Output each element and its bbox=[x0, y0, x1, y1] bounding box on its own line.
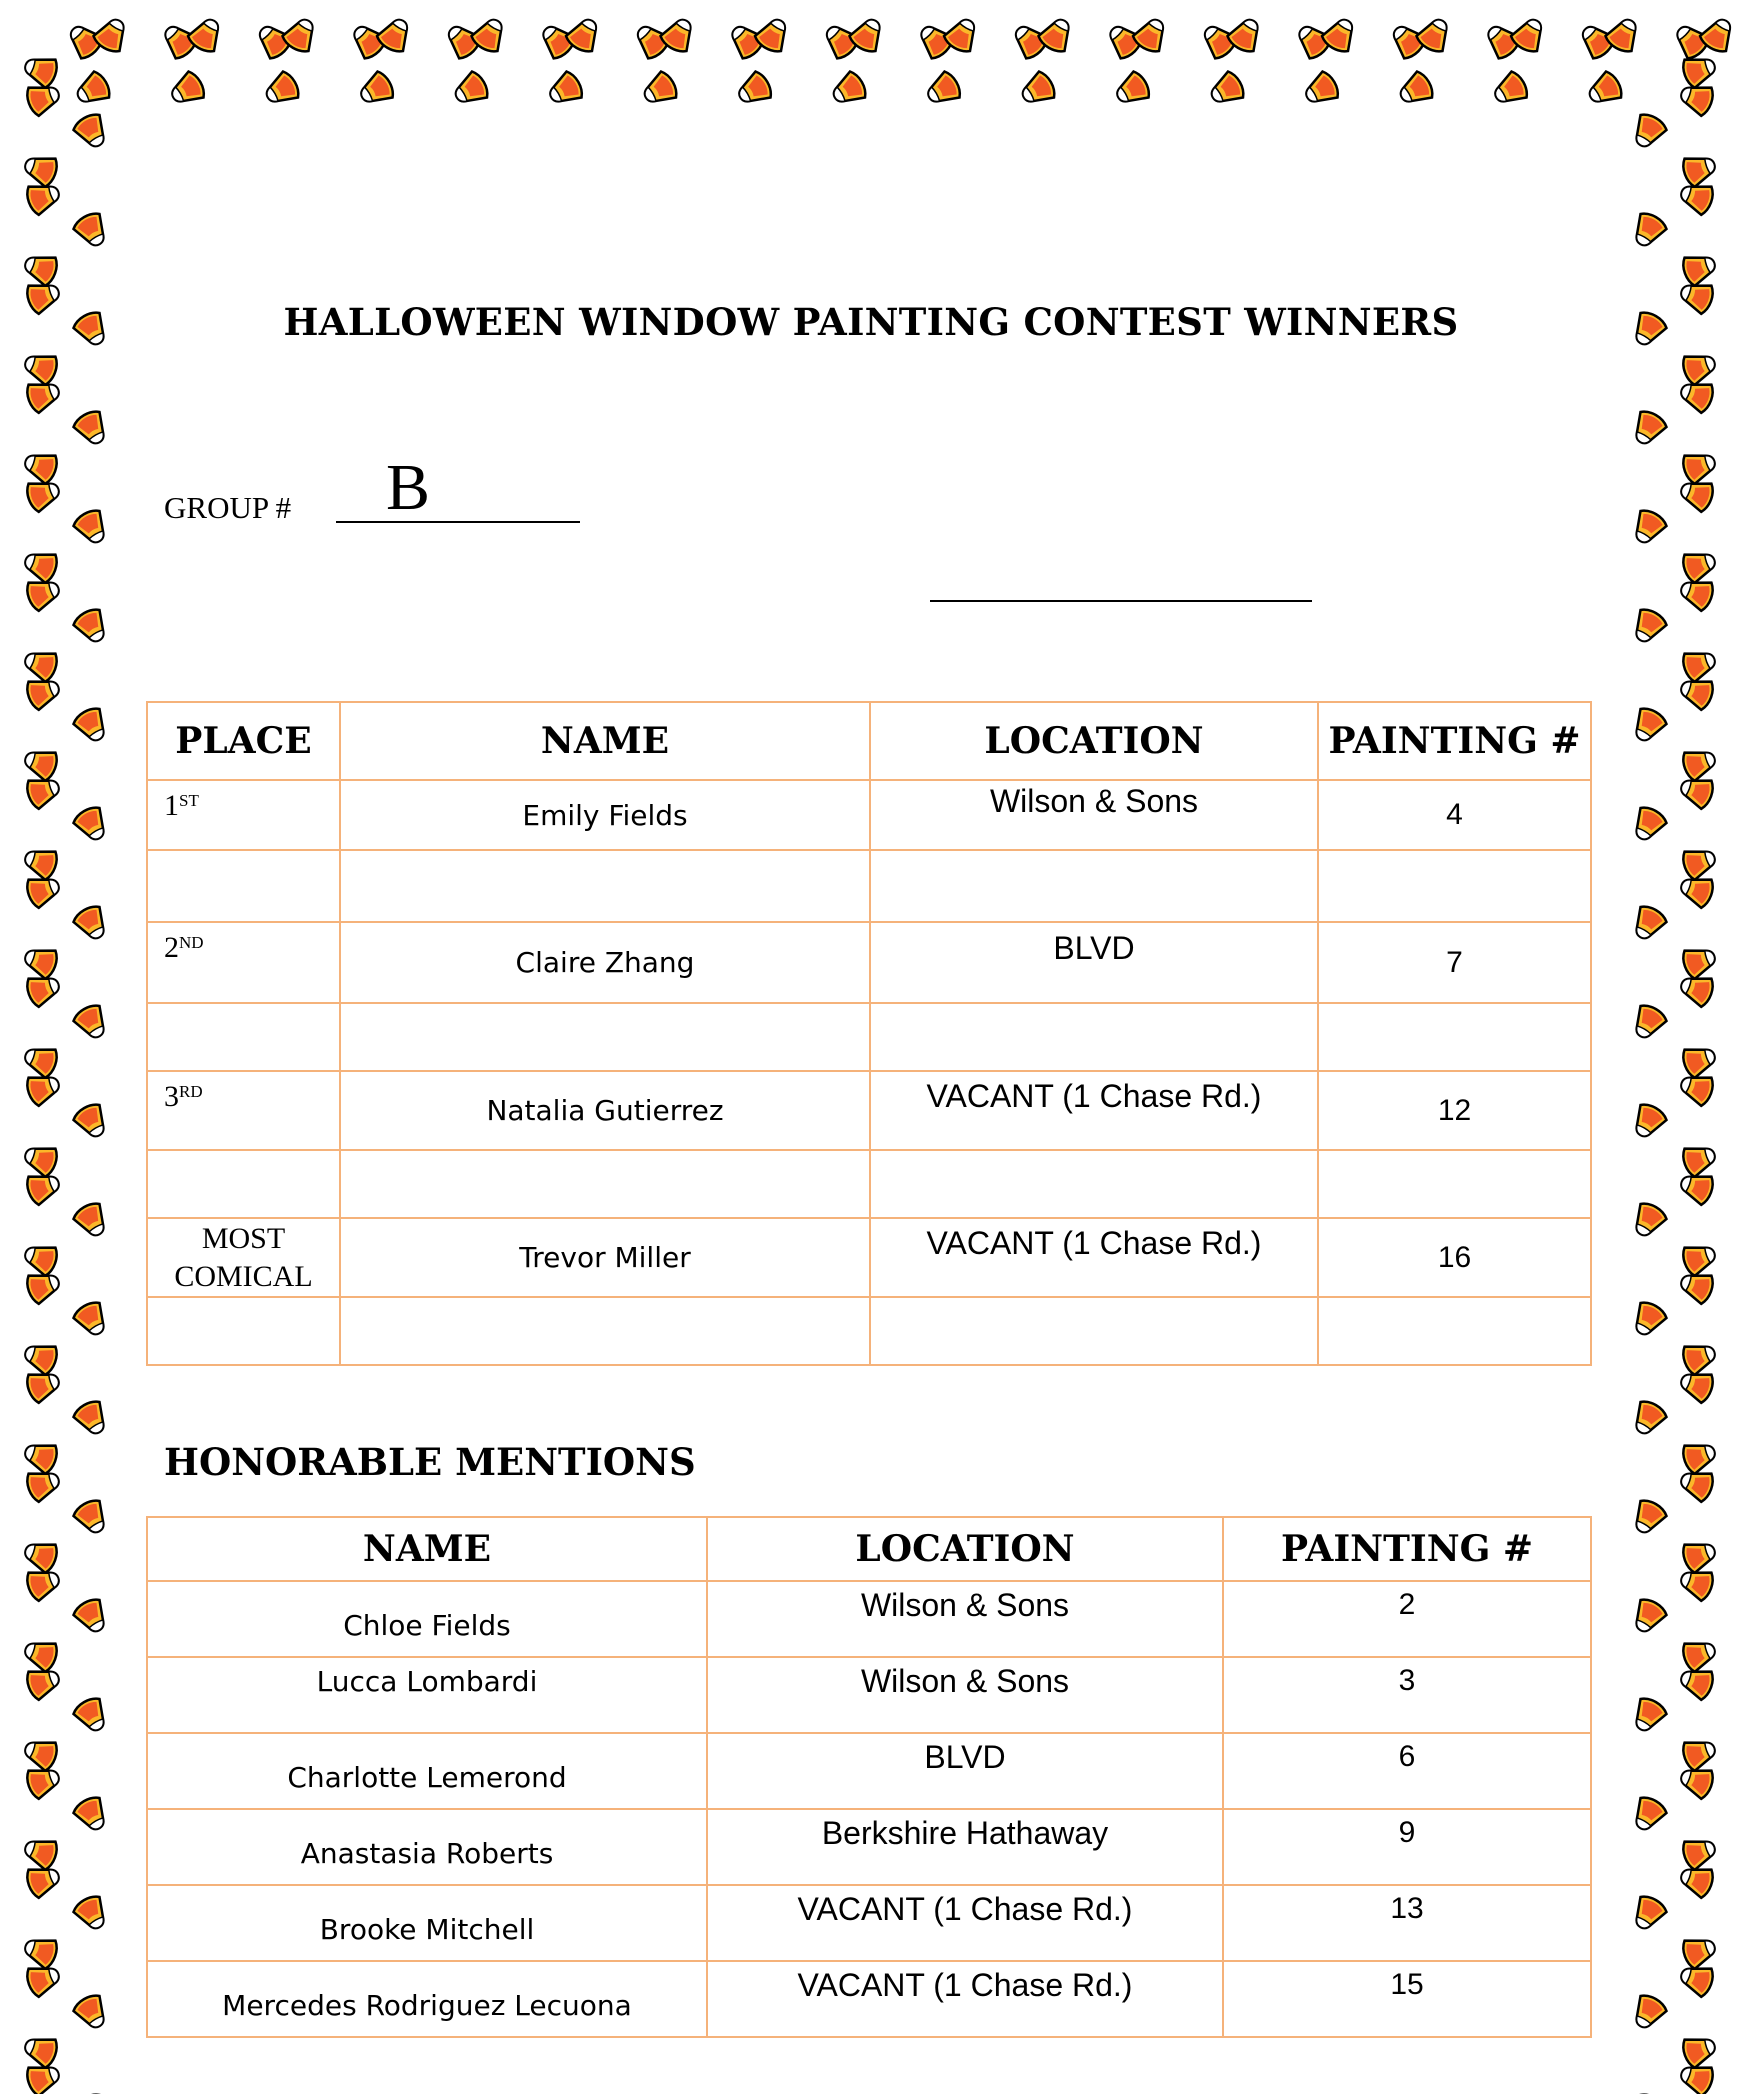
place-suffix: RD bbox=[179, 1082, 203, 1101]
header-location: LOCATION bbox=[870, 702, 1318, 780]
header-name: NAME bbox=[340, 702, 870, 780]
name-cell: Emily Fields bbox=[340, 780, 870, 850]
candy-corn-icon bbox=[21, 843, 60, 882]
name-cell: Natalia Gutierrez bbox=[340, 1071, 870, 1150]
candy-corn-icon bbox=[1395, 69, 1437, 110]
name-cell bbox=[147, 1809, 707, 1885]
candy-corn-icon bbox=[922, 69, 964, 110]
location-cell bbox=[870, 1071, 1318, 1150]
table-row bbox=[147, 1809, 1591, 1885]
painting-text: 15 bbox=[1390, 1968, 1424, 2001]
candy-corn-icon bbox=[1680, 1239, 1719, 1278]
name-cell bbox=[147, 1733, 707, 1809]
candy-corn-icon bbox=[1680, 1437, 1719, 1476]
candy-corn-icon bbox=[1680, 1635, 1719, 1674]
candy-corn-icon bbox=[261, 69, 303, 110]
candy-corn-icon bbox=[450, 69, 492, 110]
candy-corn-icon bbox=[166, 69, 208, 110]
candy-corn-icon bbox=[71, 1101, 112, 1143]
painting-cell: 12 bbox=[1318, 1071, 1591, 1150]
location-cell bbox=[707, 1961, 1223, 2037]
candy-corn-icon bbox=[1680, 942, 1719, 981]
candy-corn-icon bbox=[1628, 606, 1669, 648]
painting-cell: 7 bbox=[1318, 922, 1591, 1003]
candy-corn-icon bbox=[21, 1239, 60, 1278]
spacer-row bbox=[147, 850, 1591, 922]
name-text: Charlotte Lemerond bbox=[287, 1760, 567, 1794]
name-cell bbox=[147, 1581, 707, 1657]
candy-corn-icon bbox=[71, 903, 112, 945]
candy-corn-icon bbox=[71, 606, 112, 648]
location-cell bbox=[707, 1885, 1223, 1961]
candy-corn-icon bbox=[21, 546, 60, 585]
name-text: Brooke Mitchell bbox=[319, 1912, 535, 1946]
location-cell bbox=[870, 1218, 1318, 1297]
name-text: Chloe Fields bbox=[343, 1608, 511, 1642]
candy-corn-icon bbox=[1628, 1101, 1669, 1143]
painting-cell: 16 bbox=[1318, 1218, 1591, 1297]
candy-corn-icon bbox=[1680, 1140, 1719, 1179]
honorable-mentions-table bbox=[146, 1516, 1592, 2038]
table-row bbox=[147, 1885, 1591, 1961]
painting-text: 3 bbox=[1398, 1664, 1416, 1697]
location-text: VACANT (1 Chase Rd.) bbox=[797, 1966, 1133, 2003]
candy-corn-icon bbox=[21, 1437, 60, 1476]
group-label: GROUP # bbox=[164, 490, 292, 525]
candy-corn-icon bbox=[639, 69, 681, 110]
location-text: Wilson & Sons bbox=[860, 1662, 1070, 1699]
candy-corn-icon bbox=[1680, 249, 1719, 288]
table-row bbox=[147, 1581, 1591, 1657]
candy-corn-icon bbox=[1628, 408, 1669, 450]
header-painting: PAINTING # bbox=[1223, 1517, 1591, 1581]
place-cell bbox=[147, 1071, 340, 1150]
candy-corn-icon bbox=[1628, 210, 1669, 252]
table-row bbox=[147, 1218, 1591, 1297]
location-cell bbox=[707, 1809, 1223, 1885]
candy-corn-icon bbox=[71, 1200, 112, 1242]
place-cell bbox=[147, 780, 340, 850]
candy-corn-icon bbox=[1628, 1398, 1669, 1440]
painting-cell: 4 bbox=[1318, 780, 1591, 850]
candy-corn-icon bbox=[21, 1338, 60, 1377]
candy-corn-icon bbox=[1680, 1041, 1719, 1080]
candy-corn-icon bbox=[21, 1140, 60, 1179]
location-text: VACANT (1 Chase Rd.) bbox=[797, 1890, 1133, 1927]
candy-corn-icon bbox=[1680, 1734, 1719, 1773]
candy-corn-icon bbox=[1628, 1695, 1669, 1737]
spacer-row bbox=[147, 1003, 1591, 1071]
candy-corn-icon bbox=[1680, 843, 1719, 882]
candy-corn-icon bbox=[1680, 447, 1719, 486]
candy-corn-icon bbox=[71, 1497, 112, 1539]
candy-corn-icon bbox=[21, 942, 60, 981]
candy-corn-icon bbox=[21, 1734, 60, 1773]
candy-corn-icon bbox=[71, 111, 112, 153]
candy-corn-icon bbox=[1628, 1200, 1669, 1242]
spacer-row bbox=[147, 1297, 1591, 1365]
place-line-2: COMICAL bbox=[174, 1259, 313, 1293]
candy-corn-icon bbox=[21, 51, 60, 90]
candy-corn-icon bbox=[71, 1596, 112, 1638]
candy-corn-icon bbox=[828, 69, 870, 110]
table-row bbox=[147, 1071, 1591, 1150]
candy-corn-icon bbox=[1680, 1536, 1719, 1575]
candy-corn-icon bbox=[21, 150, 60, 189]
candy-corn-icon bbox=[21, 1932, 60, 1971]
name-text: Mercedes Rodriguez Lecuona bbox=[222, 1988, 632, 2022]
painting-cell bbox=[1223, 1657, 1591, 1733]
candy-corn-icon bbox=[71, 1398, 112, 1440]
candy-corn-icon bbox=[1628, 111, 1669, 153]
blank-signature-line bbox=[930, 600, 1312, 602]
name-cell bbox=[147, 1657, 707, 1733]
candy-corn-icon bbox=[21, 1536, 60, 1575]
candy-corn-icon bbox=[71, 210, 112, 252]
winners-table bbox=[146, 701, 1592, 1366]
candy-corn-icon bbox=[21, 2031, 60, 2070]
table-row bbox=[147, 1961, 1591, 2037]
candy-corn-icon bbox=[71, 1299, 112, 1341]
candy-corn-icon bbox=[1680, 1833, 1719, 1872]
candy-corn-icon bbox=[1680, 546, 1719, 585]
candy-corn-icon bbox=[1111, 69, 1153, 110]
candy-corn-icon bbox=[1628, 705, 1669, 747]
place-number: 1 bbox=[164, 789, 179, 822]
table-row bbox=[147, 1733, 1591, 1809]
location-cell bbox=[707, 1581, 1223, 1657]
name-cell: Claire Zhang bbox=[340, 922, 870, 1003]
header-place: PLACE bbox=[147, 702, 340, 780]
place-suffix: ST bbox=[179, 791, 199, 810]
candy-corn-icon bbox=[1680, 2031, 1719, 2070]
place-number: 2 bbox=[164, 931, 179, 964]
candy-corn-icon bbox=[1680, 1338, 1719, 1377]
candy-corn-icon bbox=[1628, 1992, 1669, 2034]
winners-header-row bbox=[147, 702, 1591, 780]
location-cell bbox=[707, 1657, 1223, 1733]
location-text: VACANT (1 Chase Rd.) bbox=[926, 1225, 1262, 1261]
candy-corn-icon bbox=[1628, 1299, 1669, 1341]
table-row bbox=[147, 780, 1591, 850]
candy-corn-icon bbox=[1628, 1794, 1669, 1836]
honorable-mentions-heading: HONORABLE MENTIONS bbox=[164, 1440, 696, 1484]
table-row bbox=[147, 922, 1591, 1003]
location-text: VACANT (1 Chase Rd.) bbox=[926, 1078, 1262, 1114]
candy-corn-icon bbox=[1017, 69, 1059, 110]
candy-corn-icon bbox=[21, 249, 60, 288]
candy-corn-icon bbox=[1489, 69, 1531, 110]
painting-cell bbox=[1223, 1809, 1591, 1885]
name-cell: Trevor Miller bbox=[340, 1218, 870, 1297]
candy-corn-icon bbox=[1628, 1893, 1669, 1935]
painting-cell bbox=[1223, 1581, 1591, 1657]
location-text: Berkshire Hathaway bbox=[821, 1814, 1109, 1851]
candy-corn-icon bbox=[1680, 348, 1719, 387]
place-cell bbox=[147, 1218, 340, 1297]
candy-corn-icon bbox=[71, 1002, 112, 1044]
location-cell bbox=[870, 922, 1318, 1003]
table-row bbox=[147, 1657, 1591, 1733]
candy-corn-icon bbox=[71, 804, 112, 846]
painting-cell bbox=[1223, 1885, 1591, 1961]
candy-corn-icon bbox=[21, 1635, 60, 1674]
painting-cell bbox=[1223, 1961, 1591, 2037]
location-text: Wilson & Sons bbox=[860, 1586, 1070, 1623]
header-painting: PAINTING # bbox=[1318, 702, 1591, 780]
candy-corn-icon bbox=[71, 408, 112, 450]
candy-corn-icon bbox=[71, 1893, 112, 1935]
candy-corn-icon bbox=[71, 705, 112, 747]
location-text: BLVD bbox=[924, 1738, 1006, 1775]
group-value: B bbox=[385, 451, 431, 524]
candy-corn-icon bbox=[1680, 150, 1719, 189]
candy-corn-icon bbox=[1680, 1932, 1719, 1971]
page-title: HALLOWEEN WINDOW PAINTING CONTEST WINNERS bbox=[283, 300, 1459, 344]
location-text: BLVD bbox=[1053, 930, 1135, 966]
candy-corn-icon bbox=[733, 69, 775, 110]
candy-corn-icon bbox=[71, 1992, 112, 2034]
name-text: Lucca Lombardi bbox=[316, 1664, 538, 1698]
candy-corn-icon bbox=[1628, 1596, 1669, 1638]
place-number: 3 bbox=[164, 1080, 179, 1113]
candy-corn-icon bbox=[21, 348, 60, 387]
candy-corn-icon bbox=[21, 1833, 60, 1872]
place-suffix: ND bbox=[179, 933, 204, 952]
painting-text: 2 bbox=[1398, 1588, 1416, 1621]
candy-corn-icon bbox=[21, 447, 60, 486]
honorable-header-row bbox=[147, 1517, 1591, 1581]
candy-corn-icon bbox=[21, 1041, 60, 1080]
candy-corn-icon bbox=[544, 69, 586, 110]
painting-text: 6 bbox=[1398, 1740, 1416, 1773]
painting-cell bbox=[1223, 1733, 1591, 1809]
candy-corn-icon bbox=[1680, 744, 1719, 783]
candy-corn-icon bbox=[355, 69, 397, 110]
candy-corn-icon bbox=[1584, 69, 1626, 110]
candy-corn-icon bbox=[72, 69, 114, 110]
candy-corn-icon bbox=[1680, 645, 1719, 684]
candy-corn-icon bbox=[21, 645, 60, 684]
candy-corn-icon bbox=[1300, 69, 1342, 110]
candy-corn-icon bbox=[71, 2091, 112, 2094]
group-value-field bbox=[336, 451, 580, 524]
name-cell bbox=[147, 1961, 707, 2037]
candy-corn-icon bbox=[1628, 1497, 1669, 1539]
place-line-1: MOST bbox=[201, 1221, 286, 1255]
header-name: NAME bbox=[147, 1517, 707, 1581]
location-cell bbox=[707, 1733, 1223, 1809]
painting-text: 9 bbox=[1398, 1816, 1416, 1849]
candy-corn-icon bbox=[1628, 903, 1669, 945]
name-text: Anastasia Roberts bbox=[300, 1836, 554, 1870]
candy-corn-icon bbox=[71, 1794, 112, 1836]
painting-text: 13 bbox=[1390, 1892, 1424, 1925]
candy-corn-icon bbox=[1628, 2091, 1669, 2094]
candy-corn-icon bbox=[1628, 804, 1669, 846]
candy-corn-icon bbox=[1628, 507, 1669, 549]
spacer-row bbox=[147, 1150, 1591, 1218]
candy-corn-icon bbox=[71, 1695, 112, 1737]
name-cell bbox=[147, 1885, 707, 1961]
header-location: LOCATION bbox=[707, 1517, 1223, 1581]
candy-corn-icon bbox=[71, 507, 112, 549]
candy-corn-icon bbox=[21, 744, 60, 783]
location-cell bbox=[870, 780, 1318, 850]
candy-corn-icon bbox=[1628, 1002, 1669, 1044]
candy-corn-icon bbox=[1206, 69, 1248, 110]
location-text: Wilson & Sons bbox=[989, 782, 1199, 819]
place-cell bbox=[147, 922, 340, 1003]
